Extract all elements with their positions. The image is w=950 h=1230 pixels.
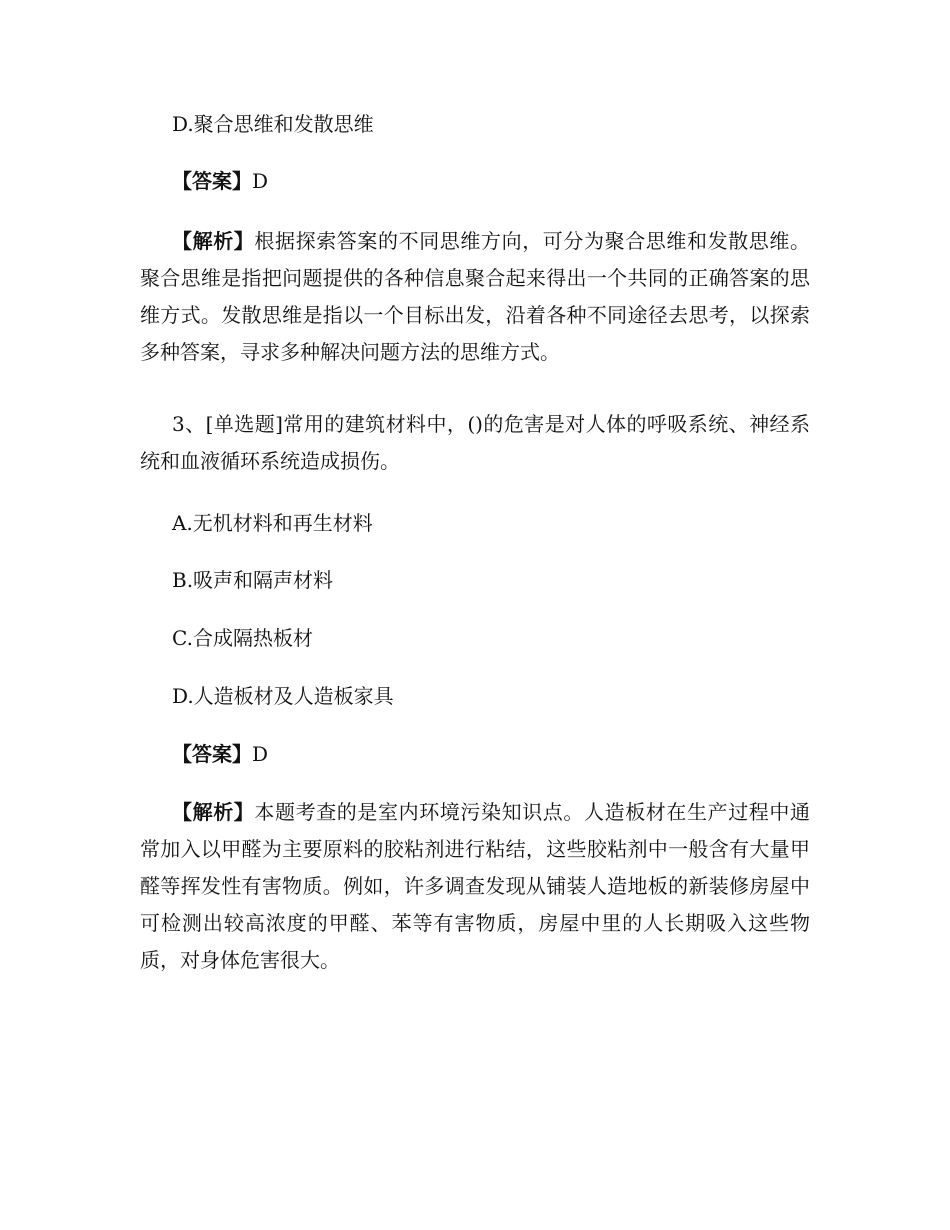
q3-analysis-text: 本题考查的是室内环境污染知识点。人造板材在生产过程中通常加入以甲醛为主要原料的胶粘剂进行粘结，这些胶粘剂中一般含有大量甲醛等挥发性有害物质。例如，许多调查发现从铺装人造地板的新装修房屋中可检测出较高浓度的甲醛、苯等有害物质，房屋中里的人长期吸入这些物质，对身体危害很大。 (140, 800, 811, 972)
q3-option-c: C.合成隔热板材 (172, 626, 313, 650)
q3-analysis (140, 794, 810, 979)
q3-option-d: D.人造板材及人造板家具 (172, 684, 394, 708)
q2-answer-value: D (252, 169, 269, 193)
q3-option-a: A.无机材料和再生材料 (172, 511, 373, 535)
q3-answer (172, 740, 268, 768)
q2-analysis-text: 根据探索答案的不同思维方向，可分为聚合思维和发散思维。聚合思维是指把问题提供的各种信息聚合起来得出一个共同的正确答案的思维方式。发散思维是指以一个目标出发，沿着各种不同途径去思考，以探索多种答案，寻求多种解决问题方法的思维方式。 (140, 229, 811, 364)
q3-option-b: B.吸声和隔声材料 (172, 568, 334, 592)
q3-answer-value: D (252, 742, 269, 766)
q3-question: 3、[单选题]常用的建筑材料中，()的危害是对人体的呼吸系统、神经系统和血液循环系统造成损伤。 (140, 412, 810, 473)
q3-answer-label: 【答案】 (172, 742, 252, 766)
q2-analysis-label: 【解析】 (172, 229, 255, 253)
q2-answer (172, 167, 268, 195)
q2-analysis (140, 223, 810, 371)
q3-analysis-label: 【解析】 (172, 800, 255, 824)
q2-option-d: D.聚合思维和发散思维 (172, 112, 374, 136)
q2-answer-label: 【答案】 (172, 169, 252, 193)
